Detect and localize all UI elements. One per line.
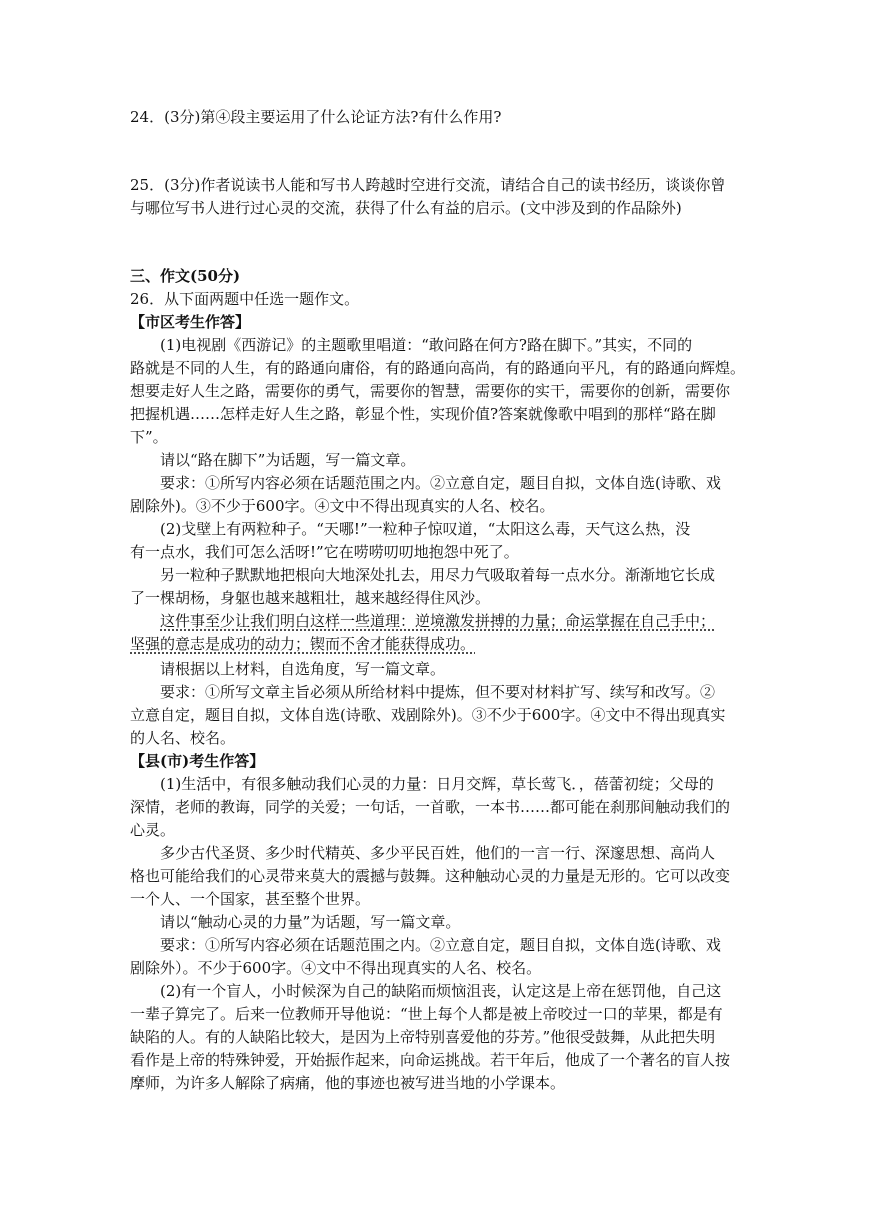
city-prompt-2c-line-2: 坚强的意志是成功的动力；锲而不舍才能获得成功。: [130, 635, 476, 653]
county-prompt-1b-line-2: 格也可能给我们的心灵带来莫大的震撼与鼓舞。这种触动心灵的力量是无形的。它可以改变: [130, 867, 731, 885]
question-26: 26．从下面两题中任选一题作文。: [130, 290, 360, 308]
city-prompt-1-line-5: 下”。: [130, 428, 168, 446]
city-prompt-2-req-line-3: 的人名、校名。: [130, 729, 236, 747]
section-3-title: 三、作文(50分): [130, 267, 241, 285]
county-prompt-1-line-3: 心灵。: [130, 821, 176, 839]
city-heading: 【市区考生作答】: [130, 313, 251, 331]
city-prompt-2-line-2: 有一点水，我们可怎么活呀!”它在唠唠叨叨地抱怨中死了。: [130, 543, 519, 561]
city-prompt-2-req-line-1: 要求：①所写文章主旨必须从所给材料中提炼，但不要对材料扩写、续写和改写。②: [160, 683, 716, 701]
question-25-line-1: 25．(3分)作者说读书人能和写书人跨越时空进行交流，请结合自己的读书经历，谈谈你曾: [130, 176, 726, 194]
city-prompt-2c-line-1: 这件事至少让我们明白这样一些道理：逆境激发拼搏的力量；命运掌握在自己手中；: [160, 612, 716, 630]
city-prompt-1-line-4: 把握机遇……怎样走好人生之路，彰显个性，实现价值?答案就像歌中唱到的那样“路在脚: [130, 405, 716, 423]
county-prompt-2-line-4: 看作是上帝的特殊钟爱，开始振作起来，向命运挑战。若干年后，他成了一个著名的盲人按: [130, 1051, 731, 1069]
city-prompt-2b-line-2: 了一棵胡杨，身躯也越来越粗壮，越来越经得住风沙。: [130, 589, 491, 607]
city-prompt-2-req-line-2: 立意自定，题目自拟，文体自选(诗歌、戏剧除外)。③不少于600字。④文中不得出现真实: [130, 706, 726, 724]
city-prompt-2-line-1: (2)戈壁上有两粒种子。“天哪!”一粒种子惊叹道，“太阳这么毒，天气这么热，没: [160, 520, 691, 538]
county-prompt-2-line-3: 缺陷的人。有的人缺陷比较大，是因为上帝特别喜爱他的芬芳。”他很受鼓舞，从此把失明: [130, 1028, 716, 1046]
city-prompt-2b-line-1: 另一粒种子默默地把根向大地深处扎去，用尽力气吸取着每一点水分。渐渐地它长成: [160, 566, 716, 584]
county-heading: 【县(市)考生作答】: [130, 752, 265, 770]
question-24: 24．(3分)第④段主要运用了什么论证方法?有什么作用?: [130, 108, 502, 126]
county-prompt-2-line-2: 一辈子算完了。后来一位教师开导他说：“世上每个人都是被上帝咬过一口的苹果，都是有: [130, 1005, 723, 1023]
county-prompt-1-req-line-2: 剧除外）。不少于600字。④文中不得出现真实的人名、校名。: [130, 959, 542, 977]
city-prompt-1-line-2: 路就是不同的人生，有的路通向庸俗，有的路通向高尚，有的路通向平凡，有的路通向辉煌。: [130, 359, 746, 377]
county-prompt-1b-line-1: 多少古代圣贤、多少时代精英、多少平民百姓，他们的一言一行、深邃思想、高尚人: [160, 844, 716, 862]
county-prompt-1b-line-3: 一个人、一个国家，甚至整个世界。: [130, 890, 371, 908]
county-prompt-2-line-5: 摩师，为许多人解除了病痛，他的事迹也被写进当地的小学课本。: [130, 1074, 566, 1092]
county-prompt-1-req-line-1: 要求：①所写内容必须在话题范围之内。②立意自定，题目自拟，文体自选(诗歌、戏: [160, 936, 721, 954]
question-25-line-2: 与哪位写书人进行过心灵的交流，获得了什么有益的启示。(文中涉及到的作品除外): [130, 199, 682, 217]
city-prompt-1-req-line-2: 剧除外)。③不少于600字。④文中不得出现真实的人名、校名。: [130, 497, 555, 515]
county-prompt-1-line-2: 深情，老师的教诲，同学的关爱；一句话，一首歌，一本书……都可能在刹那间触动我们的: [130, 798, 731, 816]
county-prompt-1-task: 请以“触动心灵的力量”为话题，写一篇文章。: [160, 913, 461, 931]
city-prompt-1-task: 请以“路在脚下”为话题，写一篇文章。: [160, 451, 416, 469]
city-prompt-2-task: 请根据以上材料，自选角度，写一篇文章。: [160, 660, 446, 678]
city-prompt-1-req-line-1: 要求：①所写内容必须在话题范围之内。②立意自定，题目自拟，文体自选(诗歌、戏: [160, 474, 721, 492]
county-prompt-2-line-1: (2)有一个盲人，小时候深为自己的缺陷而烦恼沮丧，认定这是上帝在惩罚他，自己这: [160, 982, 722, 1000]
city-prompt-1-line-1: (1)电视剧《西游记》的主题歌里唱道：“敢问路在何方?路在脚下。”其实，不同的: [160, 336, 693, 354]
city-prompt-1-line-3: 想要走好人生之路，需要你的勇气，需要你的智慧，需要你的实干，需要你的创新，需要你: [130, 382, 731, 400]
county-prompt-1-line-1: (1)生活中，有很多触动我们心灵的力量：日月交辉，草长莺飞．，蓓蕾初绽；父母的: [160, 775, 714, 793]
